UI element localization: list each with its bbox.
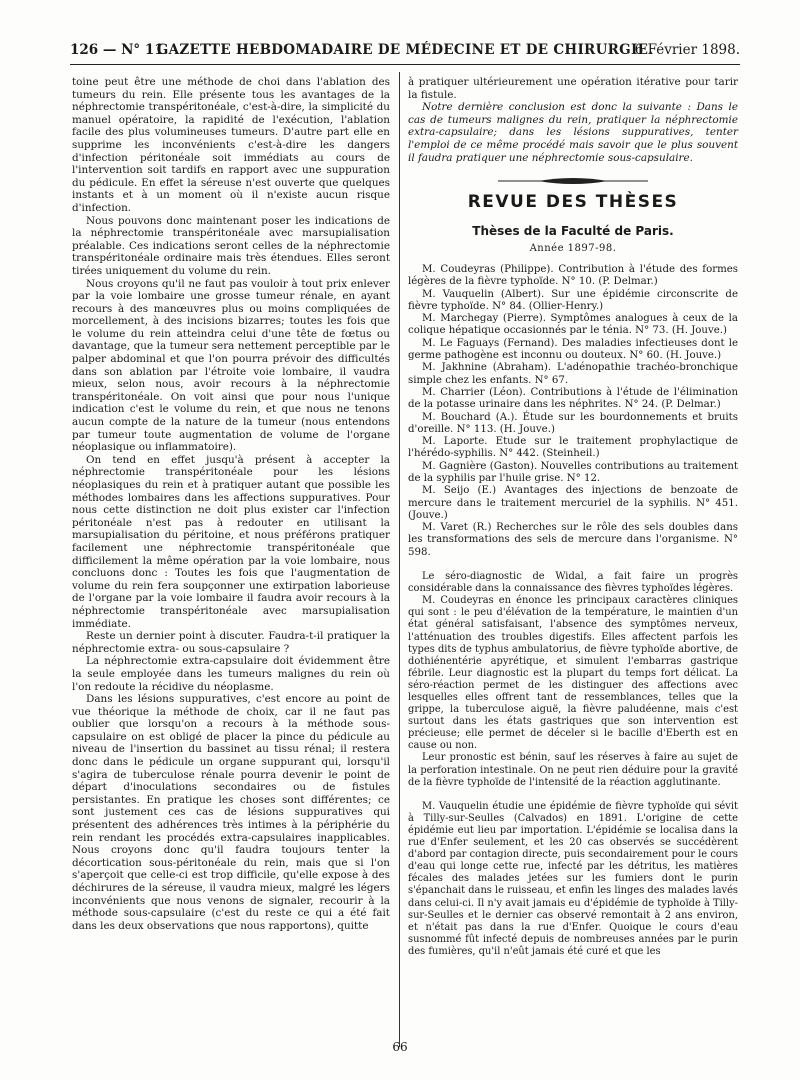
paragraph: Dans les lésions suppuratives, c'est encore au point de vue théorique la méthode de choix, car il ne faut pas oublier que lorsqu'on a recours à la méthode sous-capsulaire on est obligé de placer la pince du pédicule au niveau de l'insertion du bassinet au tissu rénal; il restera donc dans le pédicule un organe suppurant qui, lorsqu'il s'agira de tuberculose rénale pourra devenir le point de départ d'inoculations secondaires ou de fistules persistantes. En pratique les choses sont différentes; ce sont justement ces cas de lésions suppuratives qui présentent des adhérences très intimes à la périphérie du rein rendant les procédés extra-capsulaires inapplicables. Nous croyons donc qu'il faudra toujours tenter la décortication sous-péritonéale du rein, mais que si l'on s'aperçoit que celle-ci est trop difficile, qu'elle expose à des déchirures de la séreuse, il vaudra mieux, malgré les légers inconvénients que nous venons de signaler, recourir à la méthode sous-capsulaire (c'est du reste ce qui a été fait dans les deux observations que nous rapportons), quitte [72, 693, 390, 932]
footer-page-number: 66 [392, 1040, 408, 1054]
paragraph: à pratiquer ultérieurement une opération itérative pour tarir la fistule. [408, 76, 738, 101]
thesis-entry: M. Vauquelin (Albert). Sur une épidémie circonscrite de fièvre typhoïde. N° 84. (Ollier-Henry.) [408, 288, 738, 312]
paragraph: M. Coudeyras en énonce les principaux caractères cliniques qui sont : le peu d'élévation de la température, le maintien d'un état général satisfaisant, l'absence des symptômes nerveux, l'atténuation des troubles digestifs. Elles affectent parfois les types dits de typhus ambulatorius, de fièvre typhoïde abortive, de dothiénentérie apyrétique, et simulent l'embarras gastrique fébrile. Leur diagnostic est la plupart du temps fort délicat. La séro-réaction permet de les distinguer des affections avec lesquelles elles offrent tant de ressemblances, telles que la grippe, la tuberculose aiguë, la fièvre paludéenne, mais c'est surtout dans les états gastriques que son intervention est précieuse; elle permet de déceler si le bacille d'Eberth est en cause ou non. [408, 595, 738, 752]
theses-list [408, 264, 738, 559]
academic-year: Année 1897-98. [529, 243, 617, 255]
paragraph: Nous croyons qu'il ne faut pas vouloir à tout prix enlever par la voie lombaire une grosse tumeur rénale, en ayant recours à des manœuvres plus ou moins compliquées de morcellement, à des incisions bizarres; toutes les fois que le volume du rein atteindra celui d'une tête de fœtus ou davantage, que la tumeur sera nettement perceptible par le palper abdominal et que l'on pourra prévoir des difficultés dans son ablation par l'étroite voie lombaire, il vaudra mieux, selon nous, avoir recours à la néphrectomie transpéritonéale. On voit ainsi que pour nous l'unique indication c'est le volume du rein, et que nous ne tenons aucun compte de la nature de la tumeur (nous entendons par tumeur toute augmentation de volume de l'organe néoplasique ou inflammatoire). [72, 277, 390, 454]
subsection-title: Thèses de la Faculté de Paris. [472, 223, 674, 238]
thesis-entry: M. Le Faguays (Fernand). Des maladies infectieuses dont le germe pathogène est inconnu ou douteux. N° 60. (H. Jouve.) [408, 337, 738, 362]
section-title: REVUE DES THÈSES [467, 192, 679, 213]
issue-date: 6 Février 1898. [634, 42, 740, 58]
thesis-entry: M. Laporte. Etude sur le traitement prophylactique de l'hérédo-syphilis. N° 442. (Steinheil.) [408, 436, 738, 460]
journal-title: GAZETTE HEBDOMADAIRE DE MÉDECINE ET DE CHIRURGIE. [156, 42, 654, 58]
paragraph: M. Vauquelin étudie une épidémie de fièvre typhoïde qui sévit à Tilly-sur-Seulles (Calvados) en 1891. L'origine de cette épidémie eut lieu par importation. L'épidémie se localisa dans la rue d'Enfer seulement, et les 20 cas observés se succédèrent d'abord par contagion directe, puis secondairement pour le cours d'eau qui longe cette rue, infecté par les détritus, les matières fécales des malades jetées sur les fumiers dont le purin s'épanchait dans le ruisseau, et enfin les linges des malades lavés dans celui-ci. Il n'y avait jamais eu d'épidémie de typhoïde à Tilly-sur-Seulles et le dernier cas observé remontait à 2 ans environ, et n'était pas dans la rue d'Enfer. Quoique le cours d'eau susnommé fût infecté depuis de nombreuses années par le purin des fumières, qu'il n'eût jamais été curé et que les [408, 800, 738, 957]
running-header [70, 38, 740, 62]
left-column [72, 76, 390, 932]
thesis-entry: M. Varet (R.) Recherches sur le rôle des sels doubles dans les transformations des sels de mercure dans l'organisme. N° 598. [408, 522, 738, 558]
thesis-entry: M. Seijo (E.) Avantages des injections de benzoate de mercure dans le traitement mercuriel de la syphilis. N° 451. (Jouve.) [408, 485, 738, 521]
thesis-entry: M. Jakhnine (Abraham). L'adénopathie trachéo-bronchique simple chez les enfants. N° 67. [408, 362, 738, 386]
paragraph: La néphrectomie extra-capsulaire doit évidemment être la seule employée dans les tumeurs malignes du rein où l'on redoute la récidive du néoplasme. [72, 655, 390, 693]
thesis-entry: M. Marchegay (Pierre). Symptômes analogues à ceux de la colique hépatique occasionnés par le ténia. N° 73. (H. Jouve.) [408, 313, 738, 337]
review-body [408, 571, 738, 958]
thesis-entry: M. Bouchard (A.). Étude sur les bourdonnements et bruits d'oreille. N° 113. (H. Jouve.) [408, 411, 738, 435]
thesis-entry: M. Charrier (Léon). Contributions à l'étude de l'élimination de la potasse urinaire dans les néphrites. N° 24. (P. Delmar.) [408, 386, 738, 411]
paragraph: Nous pouvons donc maintenant poser les indications de la néphrectomie transpéritonéale avec marsupialisation préalable. Ces indications seront celles de la néphrectomie transpéritonéale ordinaire mais très étendues. Elles seront tirées uniquement du volume du rein. [72, 214, 390, 277]
thesis-entry: M. Coudeyras (Philippe). Contribution à l'étude des formes légères de la fièvre typhoïde. N° 10. (P. Delmar.) [408, 263, 738, 288]
paragraph: Leur pronostic est bénin, sauf les réserves à faire au sujet de la perforation intestinale. On ne peut rien déduire pour la gravité de la fièvre typhoïde de l'intensité de la réaction agglutinante. [408, 752, 738, 788]
conclusion-paragraph: Notre dernière conclusion est donc la suivante : Dans le cas de tumeurs malignes du rein, pratiquer la néphrectomie extra-capsulaire; dans les lésions suppuratives, tenter l'emploi de ce même procédé mais savoir que le plus souvent il faudra pratiquer une néphrectomie sous-capsulaire. [408, 101, 738, 164]
right-column [408, 76, 738, 958]
column-divider [399, 72, 400, 1047]
paragraph: Le séro-diagnostic de Widal, a fait faire un progrès considérable dans la connaissance des fièvres typhoïdes légères. [408, 571, 738, 595]
thesis-entry: M. Gagnière (Gaston). Nouvelles contributions au traitement de la syphilis par l'huile grise. N° 12. [408, 460, 738, 484]
paragraph: Reste un dernier point à discuter. Faudra-t-il pratiquer la néphrectomie extra- ou sous-capsulaire ? [72, 630, 390, 655]
paragraph: On tend en effet jusqu'à présent à accepter la néphrectomie transpéritonéale pour les lésions néoplasiques du rein et à pratiquer autant que possible les méthodes lombaires dans les affections suppuratives. Pour nous cette distinction ne doit plus exister car l'infection péritonéale n'est pas à redouter en utilisant la marsupialisation du péritoine, et nous préférons pratiquer facilement une néphrectomie transpéritonéale que difficilement la même opération par la voie lombaire, nous concluons donc : Toutes les fois que l'augmentation de volume du rein fera soupçonner une extirpation laborieuse de l'organe par la voie lombaire il faudra avoir recours à la néphrectomie transpéritonéale avec marsupialisation immédiate. [72, 453, 390, 630]
paragraph: toine peut être une méthode de choi dans l'ablation des tumeurs du rein. Elle présente tous les avantages de la néphrectomie transpéritonéale, c'est-à-dire, la simplicité du manuel opératoire, la rapidité de l'exécution, l'ablation facile des plus volumineuses tumeurs. D'autre part elle en supprime les inconvénients c'est-à-dire les dangers d'infection péritonéale soit immédiats au cours de l'intervention soit tardifs en rapport avec une suppuration du pédicule. En effet la séreuse n'est ouverte que quelques instants et à un moment où il n'existe aucun risque d'infection. [72, 76, 390, 214]
header-rule [70, 64, 740, 65]
page-number: 126 — N° 11. [70, 42, 169, 58]
ornament-rule [498, 176, 648, 186]
